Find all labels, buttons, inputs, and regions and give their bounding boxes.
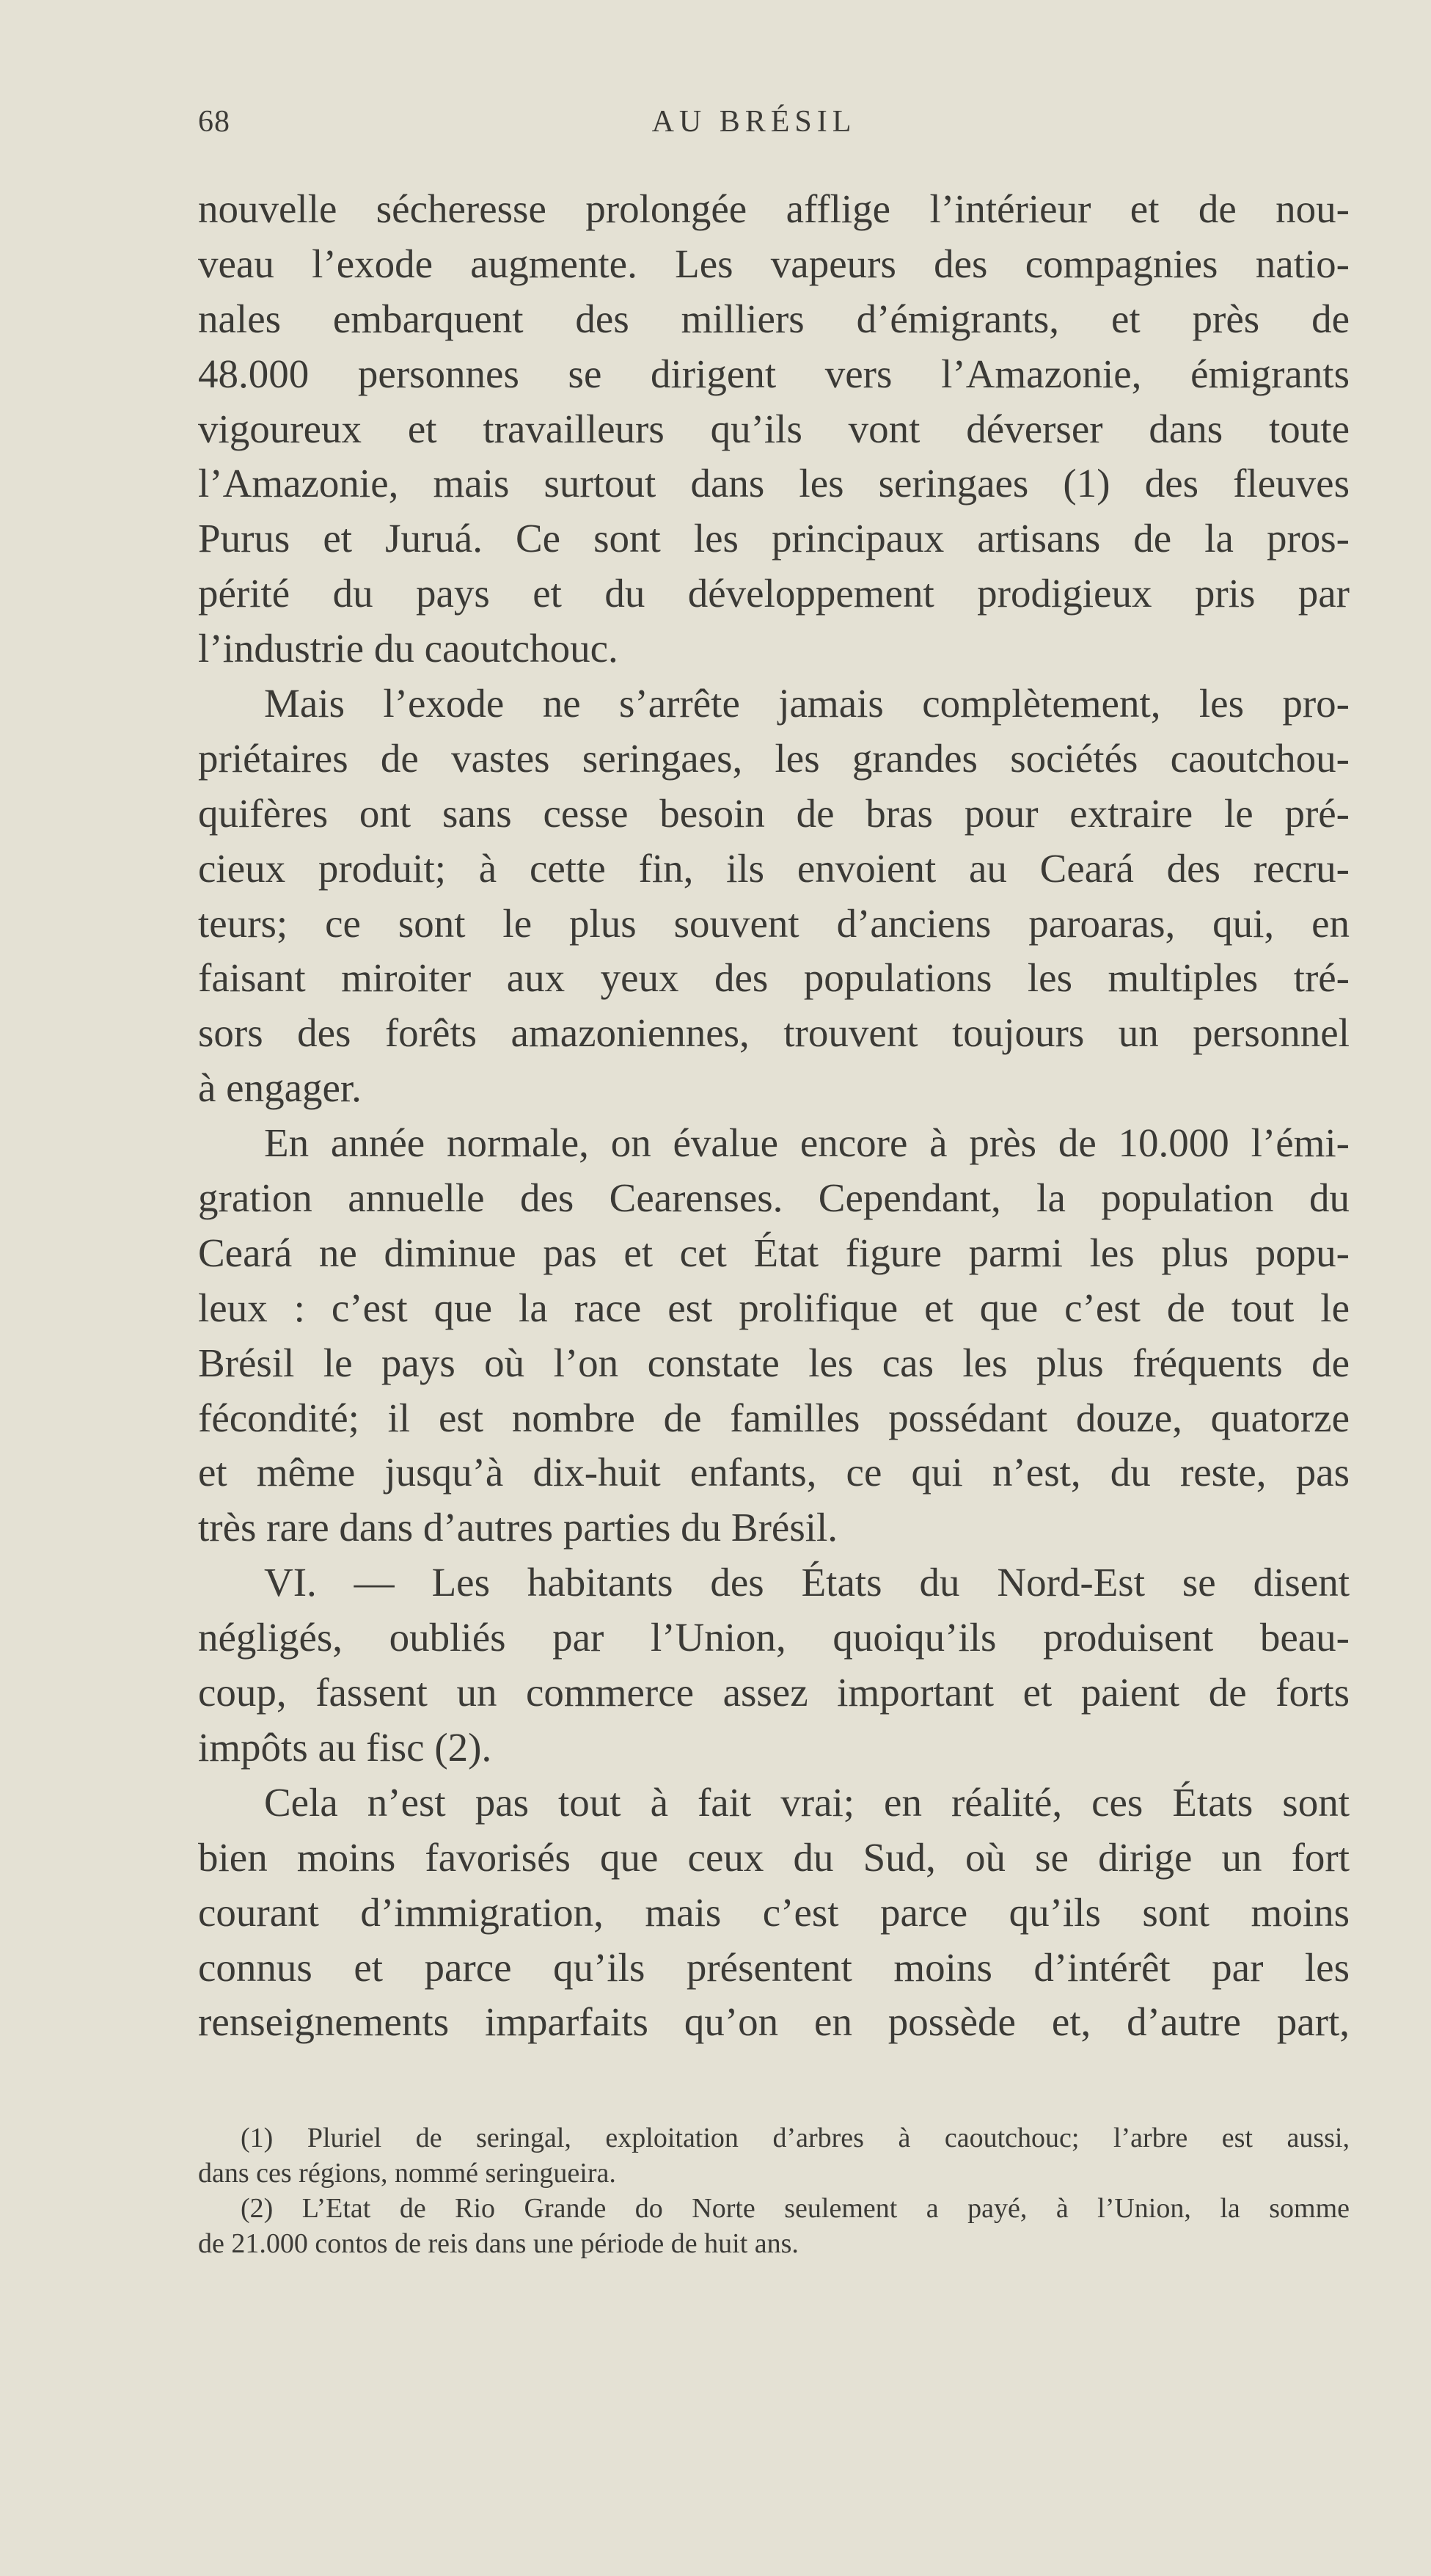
footnotes — [198, 2120, 1350, 2261]
text-line: et même jusqu’à dix-huit enfants, ce qui n’est, du reste, pas — [198, 1450, 1350, 1495]
footnote-line: (1) Pluriel de seringal, exploitation d’arbres à caoutchouc; l’arbre est aussi, — [241, 2123, 1350, 2153]
text-line: cieux produit; à cette fin, ils envoient au Ceará des recru- — [198, 845, 1350, 891]
running-title: AU BRÉSIL — [651, 105, 857, 139]
text-line: courant d’immigration, mais c’est parce qu’ils sont moins — [198, 1889, 1350, 1935]
text-line: l’industrie du caoutchouc. — [198, 626, 618, 671]
footnote-line: (2) L’Etat de Rio Grande do Norte seulement a payé, à l’Union, la somme — [241, 2193, 1350, 2224]
text-line: connus et parce qu’ils présentent moins d’intérêt par les — [198, 1944, 1350, 1990]
text-line: Ceará ne diminue pas et cet État figure parmi les plus popu- — [198, 1230, 1350, 1275]
text-line: faisant miroiter aux yeux des populations les multiples tré- — [198, 955, 1350, 1001]
text-line: l’Amazonie, mais surtout dans les seringaes (1) des fleuves — [198, 461, 1350, 506]
text-line: renseignements imparfaits qu’on en possède et, d’autre part, — [198, 1999, 1350, 2045]
text-line: très rare dans d’autres parties du Brésil. — [198, 1505, 838, 1550]
text-line: 48.000 personnes se dirigent vers l’Amazonie, émigrants — [198, 351, 1350, 396]
text-line: teurs; ce sont le plus souvent d’anciens paroaras, qui, en — [198, 900, 1350, 946]
text-line: leux : c’est que la race est prolifique et que c’est de tout le — [198, 1285, 1350, 1330]
text-line: bien moins favorisés que ceux du Sud, où se dirige un fort — [198, 1834, 1350, 1880]
text-line: coup, fassent un commerce assez important et paient de forts — [198, 1670, 1350, 1715]
text-line: Cela n’est pas tout à fait vrai; en réalité, ces États sont — [264, 1779, 1350, 1825]
text-line: VI. — Les habitants des États du Nord-Est se disent — [264, 1560, 1350, 1605]
text-line: impôts au fisc (2). — [198, 1724, 492, 1770]
text-line: négligés, oubliés par l’Union, quoiqu’ils produisent beau- — [198, 1615, 1350, 1660]
text-line: gration annuelle des Cearenses. Cependant, la population du — [198, 1175, 1350, 1221]
text-line: En année normale, on évalue encore à près de 10.000 l’émi- — [264, 1120, 1350, 1166]
text-line: Purus et Juruá. Ce sont les principaux artisans de la pros- — [198, 516, 1350, 561]
running-header — [198, 104, 1310, 148]
text-line: fécondité; il est nombre de familles possédant douze, quatorze — [198, 1395, 1350, 1440]
text-line: quifères ont sans cesse besoin de bras pour extraire le pré- — [198, 790, 1350, 836]
text-line: à engager. — [198, 1065, 362, 1111]
text-line: périté du pays et du développement prodigieux pris par — [198, 571, 1350, 616]
footnote-line: de 21.000 contos de reis dans une période de huit ans. — [198, 2228, 799, 2259]
text-line: sors des forêts amazoniennes, trouvent toujours un personnel — [198, 1010, 1350, 1056]
text-line: vigoureux et travailleurs qu’ils vont déverser dans toute — [198, 406, 1350, 451]
text-line: nales embarquent des milliers d’émigrants, et près de — [198, 296, 1350, 341]
text-line: nouvelle sécheresse prolongée afflige l’intérieur et de nou- — [198, 186, 1350, 231]
page-number: 68 — [198, 105, 230, 139]
text-line: Mais l’exode ne s’arrête jamais complètement, les pro- — [264, 681, 1350, 726]
text-line: priétaires de vastes seringaes, les grandes sociétés caoutchou- — [198, 735, 1350, 781]
text-line: Brésil le pays où l’on constate les cas les plus fréquents de — [198, 1340, 1350, 1385]
text-line: veau l’exode augmente. Les vapeurs des compagnies natio- — [198, 241, 1350, 286]
footnote-line: dans ces régions, nommé seringueira. — [198, 2158, 616, 2189]
body-text — [198, 182, 1350, 2050]
